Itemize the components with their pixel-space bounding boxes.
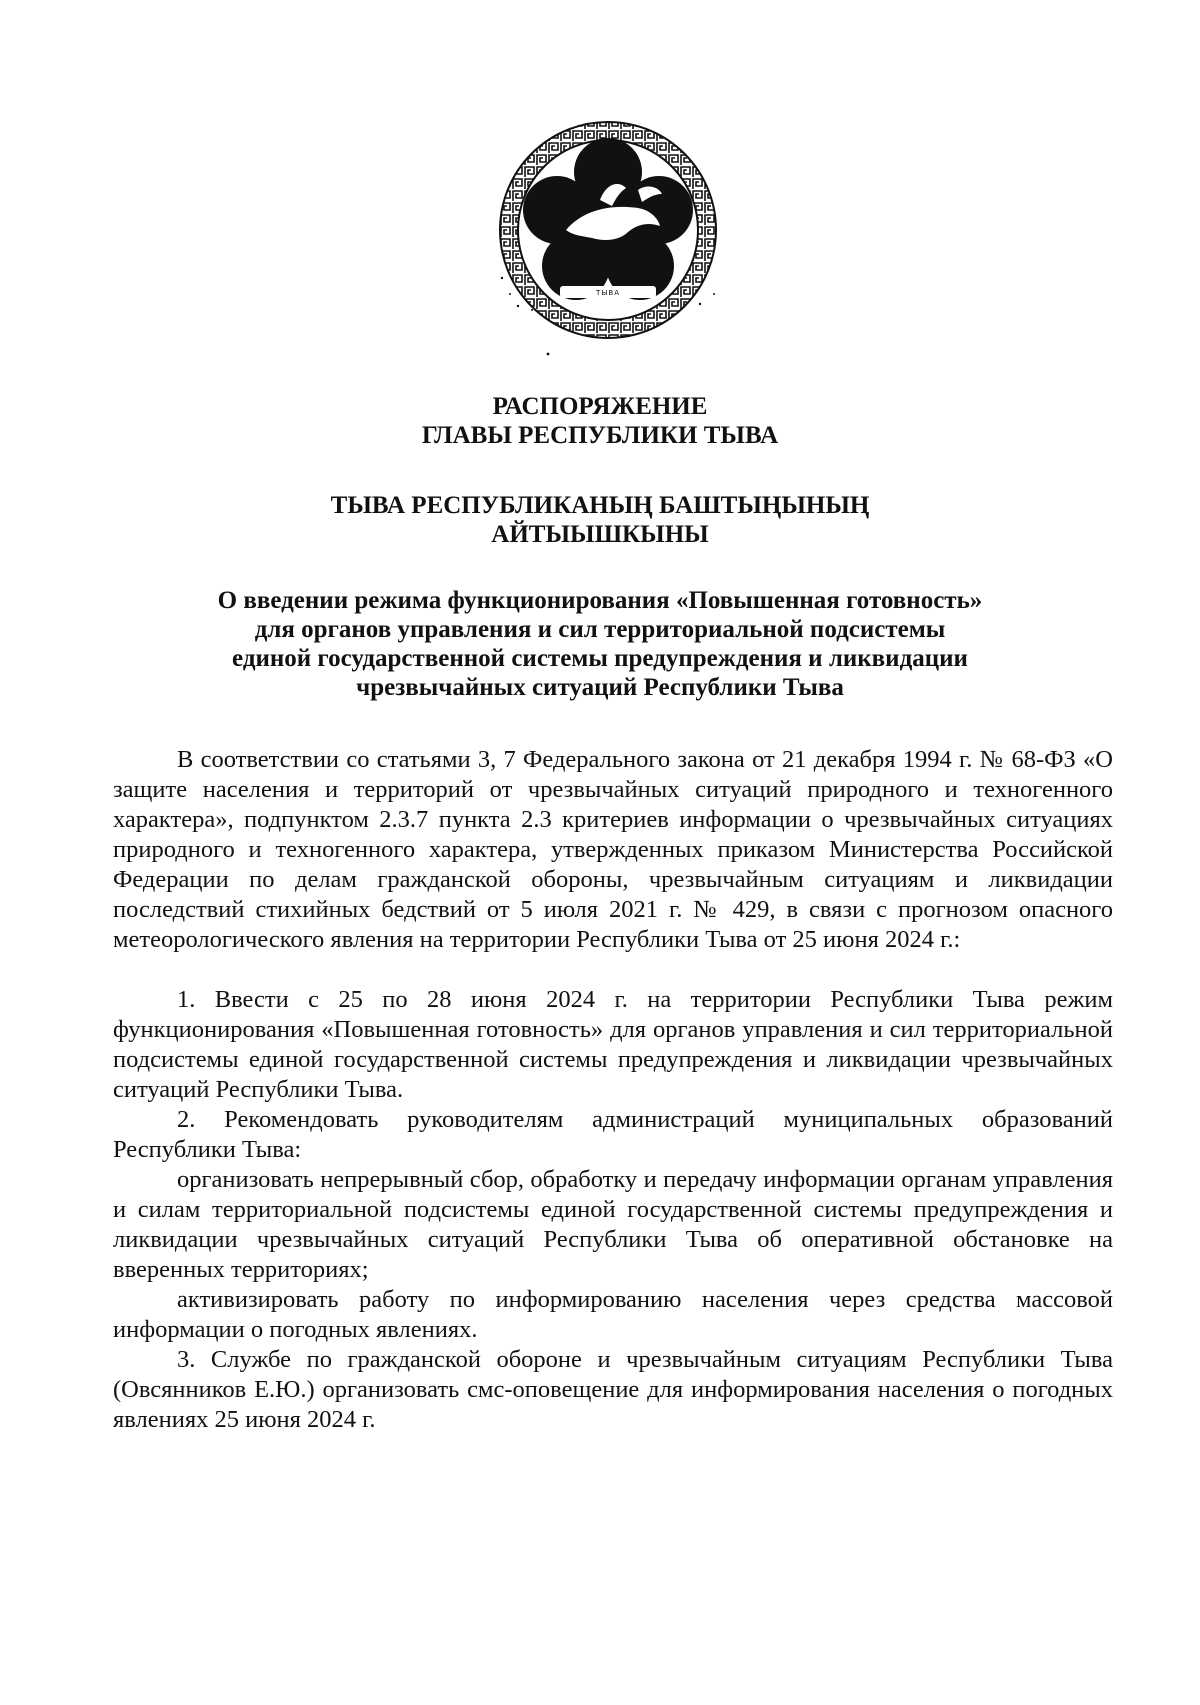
tyvan-title-line-2: АЙТЫЫШКЫНЫ [491, 521, 709, 548]
item-2-sub-1: организовать непрерывный сбор, обработку и передачу информации органам управления и силам территориальной подсистемы единой государственной системы предупреждения и ликвидации чрезвычайных ситуаций Республики Тыва об оперативной обстановке на вверенных территориях; [113, 1166, 1113, 1283]
subject-line-4: чрезвычайных ситуаций Республики Тыва [356, 674, 844, 701]
coat-of-arms-emblem [488, 118, 728, 363]
title-line-1: РАСПОРЯЖЕНИЕ [492, 393, 708, 420]
preamble-paragraph: В соответствии со статьями 3, 7 Федерального закона от 21 декабря 1994 г. № 68-ФЗ «О защите населения и территорий от чрезвычайных ситуаций природного и техногенного характера», подпунктом 2.3.7 пункта 2.3 критериев информации о чрезвычайных ситуациях природного и техногенного характера, утвержденных приказом Министерства Российской Федерации по делам гражданской обороны, чрезвычайным ситуациям и ликвидации последствий стихийных бедствий от 5 июля 2021 г. № 429, в связи с прогнозом опасного метеорологического явления на территории Республики Тыва от 25 июня 2024 г.: [113, 746, 1113, 953]
item-2: 2. Рекомендовать руководителям администраций муниципальных образований Республики Тыва: [113, 1106, 1113, 1163]
document-title [0, 392, 1200, 450]
subject-line-3: единой государственной системы предупреждения и ликвидации [232, 645, 968, 672]
item-3: 3. Службе по гражданской обороне и чрезвычайным ситуациям Республики Тыва (Овсянников Е.Ю.) организовать смс-оповещение для информирования населения о погодных явлениях 25 июня 2024 г. [113, 1346, 1113, 1433]
document-subject [0, 586, 1200, 702]
subject-line-1: О введении режима функционирования «Повышенная готовность» [217, 587, 983, 614]
tyvan-title-line-1: ТЫВА РЕСПУБЛИКАНЫҢ БАШТЫҢЫНЫҢ [330, 492, 870, 519]
emblem-inscription: ТЫВА [595, 289, 621, 297]
item-1: 1. Ввести с 25 по 28 июня 2024 г. на территории Республики Тыва режим функционирования «Повышенная готовность» для органов управления и сил территориальной подсистемы единой государственной системы предупреждения и ликвидации чрезвычайных ситуаций Республики Тыва. [113, 986, 1113, 1103]
document-title-tyvan [0, 491, 1200, 549]
title-line-2: ГЛАВЫ РЕСПУБЛИКИ ТЫВА [421, 422, 779, 449]
item-2-sub-2: активизировать работу по информированию населения через средства массовой информации о погодных явлениях. [113, 1286, 1113, 1343]
document-body [113, 745, 1113, 1435]
subject-line-2: для органов управления и сил территориальной подсистемы [254, 616, 946, 643]
